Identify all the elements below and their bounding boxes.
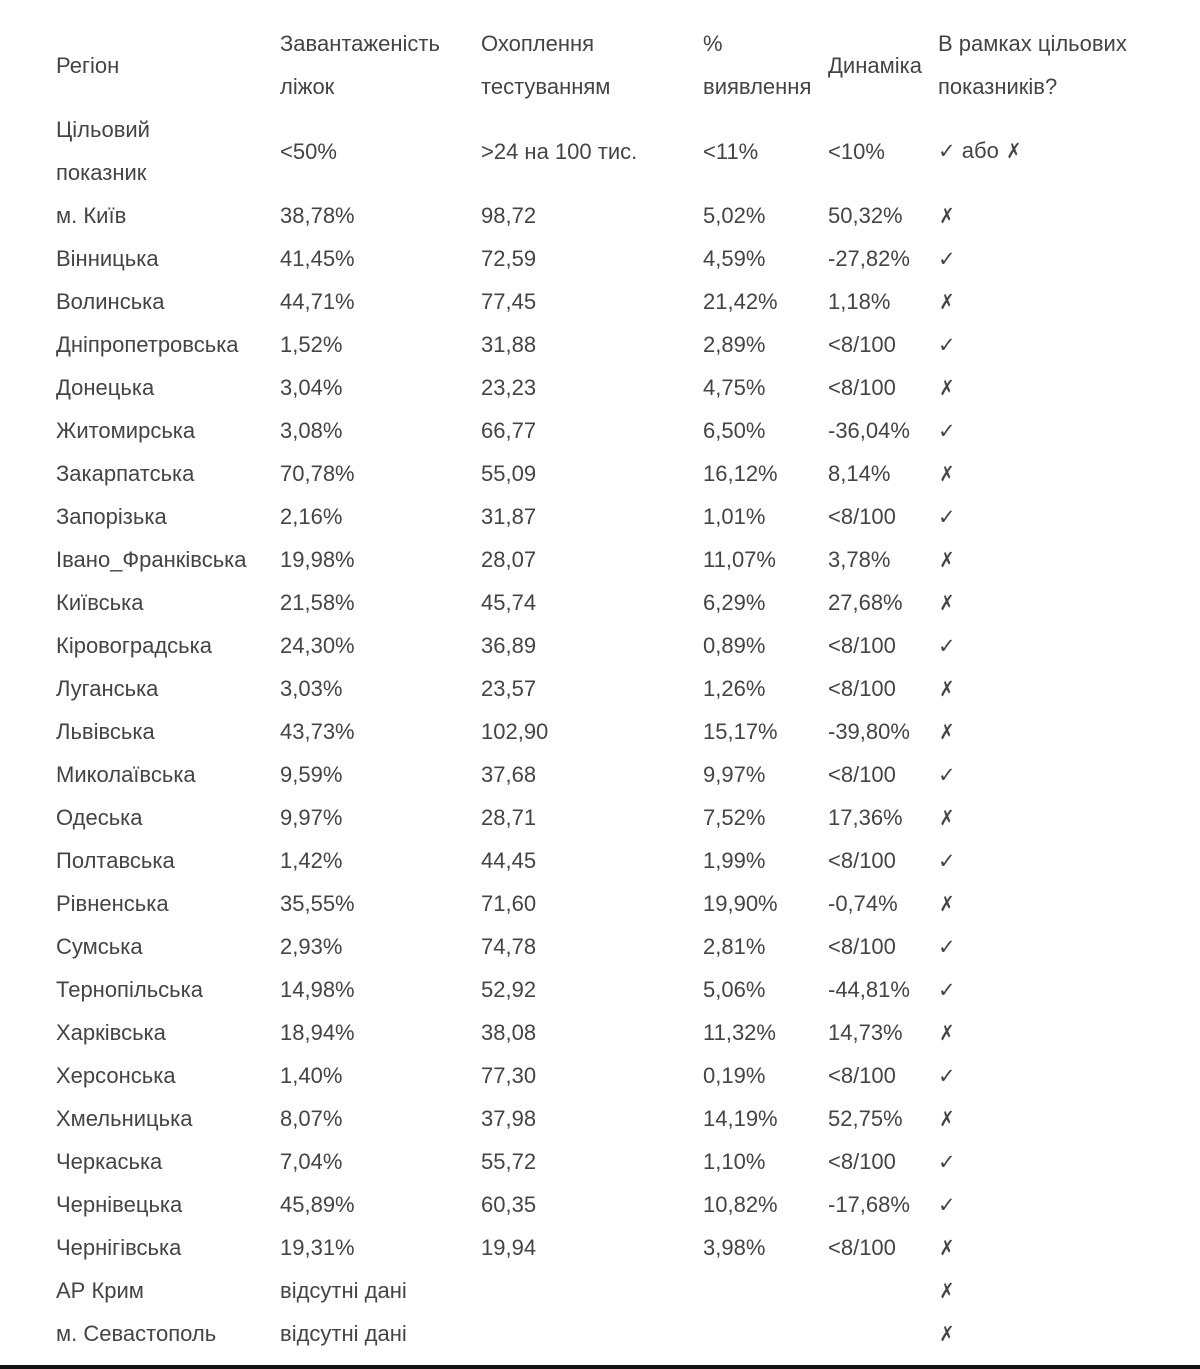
testing-coverage-cell: 55,09	[481, 461, 537, 486]
status-cell	[938, 538, 956, 582]
detection-rate-cell: 1,26%	[703, 676, 766, 701]
header-within-targets	[938, 22, 1127, 108]
detection-rate-cell: 2,89%	[703, 332, 766, 357]
status-cell	[938, 968, 956, 1012]
dynamics-cell: 17,36%	[828, 805, 903, 830]
dynamics-cell: <8/100	[828, 676, 896, 701]
cross-icon: ✗	[939, 1236, 955, 1260]
dynamics-cell: 14,73%	[828, 1020, 903, 1045]
dynamics-cell: -27,82%	[828, 246, 910, 271]
region-cell: Черкаська	[56, 1149, 163, 1174]
dynamics-cell: <8/100	[828, 633, 896, 658]
table-body	[56, 194, 1186, 1355]
region-cell: Херсонська	[56, 1063, 176, 1088]
bed-occupancy-cell: 9,59%	[280, 762, 343, 787]
table-row	[56, 452, 1186, 495]
bed-occupancy-cell: 21,58%	[280, 590, 355, 615]
detection-rate-cell: 11,32%	[703, 1020, 776, 1045]
region-cell: Рівненська	[56, 891, 169, 916]
bed-occupancy-cell: 35,55%	[280, 891, 355, 916]
check-icon: ✓	[938, 419, 956, 443]
cross-icon: ✗	[939, 806, 955, 830]
target-status	[938, 108, 1023, 194]
bed-occupancy-cell: 45,89%	[280, 1192, 355, 1217]
bed-occupancy-cell: 9,97%	[280, 805, 343, 830]
region-cell: Полтавська	[56, 848, 175, 873]
region-cell: Волинська	[56, 289, 165, 314]
dynamics-cell: -17,68%	[828, 1192, 910, 1217]
table-row	[56, 280, 1186, 323]
table-row	[56, 1011, 1186, 1054]
testing-coverage-cell: 66,77	[481, 418, 537, 443]
header-region	[56, 22, 119, 108]
testing-coverage-cell: 45,74	[481, 590, 537, 615]
dynamics-cell: <8/100	[828, 1149, 896, 1174]
cross-icon: ✗	[939, 376, 955, 400]
detection-rate-cell: 5,02%	[703, 203, 766, 228]
testing-coverage-cell: 37,98	[481, 1106, 537, 1131]
table-row	[56, 1097, 1186, 1140]
bed-occupancy-cell: 2,16%	[280, 504, 343, 529]
bed-occupancy-cell: відсутні дані	[280, 1321, 407, 1346]
status-cell	[938, 366, 956, 410]
dynamics-cell: 3,78%	[828, 547, 891, 572]
status-cell	[938, 839, 956, 883]
check-icon: ✓	[938, 247, 956, 271]
check-icon: ✓	[938, 1150, 956, 1174]
status-cell	[938, 753, 956, 797]
testing-coverage-cell: 36,89	[481, 633, 537, 658]
bed-occupancy-cell: 19,31%	[280, 1235, 355, 1260]
target-label-line2: показник	[56, 160, 147, 185]
cross-icon: ✗	[939, 1021, 955, 1045]
testing-coverage-cell: 28,07	[481, 547, 537, 572]
target-dynamics	[828, 108, 885, 194]
header-bed-occupancy-line1: Завантаженість	[280, 31, 440, 56]
testing-coverage-cell: 37,68	[481, 762, 537, 787]
region-cell: Чернівецька	[56, 1192, 183, 1217]
top-edge	[0, 0, 1200, 8]
table-row	[56, 968, 1186, 1011]
testing-coverage-cell: 31,88	[481, 332, 537, 357]
detection-rate-cell: 5,06%	[703, 977, 766, 1002]
region-cell: Харківська	[56, 1020, 166, 1045]
testing-coverage-cell: 72,59	[481, 246, 537, 271]
bottom-border	[0, 1365, 1200, 1369]
dynamics-cell: <8/100	[828, 1063, 896, 1088]
dynamics-cell: <8/100	[828, 934, 896, 959]
testing-coverage-cell: 98,72	[481, 203, 537, 228]
table-header	[56, 22, 1186, 108]
cross-icon: ✗	[939, 548, 955, 572]
dynamics-cell: -36,04%	[828, 418, 910, 443]
testing-coverage-cell: 23,57	[481, 676, 537, 701]
dynamics-cell: -44,81%	[828, 977, 910, 1002]
region-cell: Тернопільська	[56, 977, 203, 1002]
region-cell: Луганська	[56, 676, 159, 701]
status-cell	[938, 1226, 956, 1270]
check-icon: ✓	[938, 139, 956, 163]
target-label	[56, 108, 150, 194]
table-row	[56, 882, 1186, 925]
region-cell: Хмельницька	[56, 1106, 193, 1131]
header-testing-line2: тестуванням	[481, 74, 611, 99]
region-cell: Одеська	[56, 805, 143, 830]
region-cell: м. Київ	[56, 203, 127, 228]
dynamics-cell: <8/100	[828, 375, 896, 400]
status-cell	[938, 1140, 956, 1184]
cross-icon: ✗	[939, 1107, 955, 1131]
status-cell	[938, 323, 956, 367]
table-row	[56, 538, 1186, 581]
check-icon: ✓	[938, 935, 956, 959]
testing-coverage-cell: 23,23	[481, 375, 537, 400]
table-row	[56, 624, 1186, 667]
check-icon: ✓	[938, 849, 956, 873]
detection-rate-cell: 1,01%	[703, 504, 766, 529]
target-testing	[481, 108, 637, 194]
region-cell: АР Крим	[56, 1278, 144, 1303]
check-icon: ✓	[938, 1193, 956, 1217]
testing-coverage-cell: 44,45	[481, 848, 537, 873]
bed-occupancy-cell: відсутні дані	[280, 1278, 407, 1303]
target-beds-value: <50%	[280, 138, 337, 164]
cross-icon: ✗	[939, 720, 955, 744]
check-icon: ✓	[938, 505, 956, 529]
header-dynamics-label: Динаміка	[828, 52, 922, 78]
status-cell	[938, 1269, 956, 1313]
table-row	[56, 667, 1186, 710]
bed-occupancy-cell: 1,42%	[280, 848, 343, 873]
dynamics-cell: <8/100	[828, 762, 896, 787]
target-detection-value: <11%	[703, 138, 759, 164]
detection-rate-cell: 6,50%	[703, 418, 766, 443]
cross-icon: ✗	[939, 204, 955, 228]
bed-occupancy-cell: 1,40%	[280, 1063, 343, 1088]
header-detection-line1: %	[703, 31, 723, 56]
status-cell	[938, 624, 956, 668]
bed-occupancy-cell: 44,71%	[280, 289, 355, 314]
header-target-line2: показників?	[938, 74, 1058, 99]
header-bed-occupancy	[280, 22, 440, 108]
cross-icon: ✗	[939, 1279, 955, 1303]
region-cell: м. Севастополь	[56, 1321, 217, 1346]
header-detection-line2: виявлення	[703, 74, 812, 99]
dynamics-cell: <8/100	[828, 848, 896, 873]
check-icon: ✓	[938, 333, 956, 357]
table-row	[56, 194, 1186, 237]
bed-occupancy-cell: 19,98%	[280, 547, 355, 572]
detection-rate-cell: 16,12%	[703, 461, 778, 486]
target-detection	[703, 108, 758, 194]
target-status-or: або	[961, 138, 999, 163]
target-dynamics-value: <10%	[828, 138, 885, 164]
table-row	[56, 366, 1186, 409]
status-cell	[938, 1054, 956, 1098]
cross-icon: ✗	[939, 677, 955, 701]
target-indicator-row	[56, 108, 1186, 194]
dynamics-cell: -0,74%	[828, 891, 898, 916]
testing-coverage-cell: 74,78	[481, 934, 537, 959]
target-testing-value: >24 на 100 тис.	[481, 138, 638, 164]
status-cell	[938, 280, 956, 324]
dynamics-cell: <8/100	[828, 1235, 896, 1260]
bed-occupancy-cell: 38,78%	[280, 203, 355, 228]
detection-rate-cell: 4,75%	[703, 375, 766, 400]
cross-icon: ✗	[939, 1322, 955, 1346]
bed-occupancy-cell: 18,94%	[280, 1020, 355, 1045]
status-cell	[938, 495, 956, 539]
header-dynamics	[828, 22, 922, 108]
region-cell: Запорізька	[56, 504, 167, 529]
table-row	[56, 1140, 1186, 1183]
check-icon: ✓	[938, 978, 956, 1002]
status-cell	[938, 925, 956, 969]
region-cell: Вінницька	[56, 246, 159, 271]
dynamics-cell: <8/100	[828, 504, 896, 529]
bed-occupancy-cell: 41,45%	[280, 246, 355, 271]
testing-coverage-cell: 19,94	[481, 1235, 537, 1260]
bed-occupancy-cell: 70,78%	[280, 461, 355, 486]
detection-rate-cell: 1,99%	[703, 848, 766, 873]
header-testing-line1: Охоплення	[481, 31, 595, 56]
status-cell	[938, 237, 956, 281]
status-cell	[938, 882, 956, 926]
region-cell: Кіровоградська	[56, 633, 212, 658]
detection-rate-cell: 4,59%	[703, 246, 766, 271]
detection-rate-cell: 9,97%	[703, 762, 766, 787]
region-cell: Дніпропетровська	[56, 332, 239, 357]
region-cell: Донецька	[56, 375, 155, 400]
dynamics-cell: 8,14%	[828, 461, 891, 486]
bed-occupancy-cell: 43,73%	[280, 719, 355, 744]
target-label-line1: Цільовий	[56, 117, 150, 142]
detection-rate-cell: 7,52%	[703, 805, 766, 830]
region-cell: Чернігівська	[56, 1235, 182, 1260]
testing-coverage-cell: 52,92	[481, 977, 537, 1002]
cross-icon: ✗	[939, 892, 955, 916]
check-icon: ✓	[938, 634, 956, 658]
testing-coverage-cell: 31,87	[481, 504, 537, 529]
status-cell	[938, 1312, 956, 1356]
header-bed-occupancy-line2: ліжок	[280, 74, 335, 99]
testing-coverage-cell: 77,45	[481, 289, 537, 314]
bed-occupancy-cell: 8,07%	[280, 1106, 343, 1131]
header-region-label: Регіон	[56, 52, 120, 78]
status-cell	[938, 796, 956, 840]
check-icon: ✓	[938, 763, 956, 787]
detection-rate-cell: 10,82%	[703, 1192, 778, 1217]
bed-occupancy-cell: 3,08%	[280, 418, 343, 443]
check-icon: ✓	[938, 1064, 956, 1088]
testing-coverage-cell: 28,71	[481, 805, 537, 830]
table-row	[56, 1312, 1186, 1355]
cross-icon: ✗	[939, 591, 955, 615]
detection-rate-cell: 1,10%	[703, 1149, 766, 1174]
dynamics-cell: 1,18%	[828, 289, 891, 314]
table-row	[56, 753, 1186, 796]
status-cell	[938, 409, 956, 453]
detection-rate-cell: 19,90%	[703, 891, 778, 916]
bed-occupancy-cell: 24,30%	[280, 633, 355, 658]
region-cell: Київська	[56, 590, 144, 615]
bed-occupancy-cell: 7,04%	[280, 1149, 343, 1174]
table-row	[56, 1054, 1186, 1097]
status-cell	[938, 1097, 956, 1141]
dynamics-cell: 52,75%	[828, 1106, 903, 1131]
status-cell	[938, 1183, 956, 1227]
region-cell: Житомирська	[56, 418, 196, 443]
status-cell	[938, 1011, 956, 1055]
testing-coverage-cell: 55,72	[481, 1149, 537, 1174]
dynamics-cell: -39,80%	[828, 719, 910, 744]
table-row	[56, 839, 1186, 882]
status-cell	[938, 581, 956, 625]
dynamics-cell: <8/100	[828, 332, 896, 357]
status-cell	[938, 452, 956, 496]
region-cell: Львівська	[56, 719, 155, 744]
region-cell: Сумська	[56, 934, 143, 959]
region-cell: Миколаївська	[56, 762, 196, 787]
table-row	[56, 495, 1186, 538]
table-row	[56, 237, 1186, 280]
detection-rate-cell: 21,42%	[703, 289, 778, 314]
detection-rate-cell: 3,98%	[703, 1235, 766, 1260]
detection-rate-cell: 15,17%	[703, 719, 778, 744]
cross-icon: ✗	[939, 290, 955, 314]
detection-rate-cell: 0,89%	[703, 633, 766, 658]
table-row	[56, 409, 1186, 452]
dynamics-cell: 50,32%	[828, 203, 903, 228]
region-cell: Закарпатська	[56, 461, 195, 486]
table-row	[56, 710, 1186, 753]
table-row	[56, 925, 1186, 968]
detection-rate-cell: 14,19%	[703, 1106, 778, 1131]
table-row	[56, 796, 1186, 839]
testing-coverage-cell: 77,30	[481, 1063, 537, 1088]
testing-coverage-cell: 102,90	[481, 719, 549, 744]
detection-rate-cell: 6,29%	[703, 590, 766, 615]
dynamics-cell: 27,68%	[828, 590, 903, 615]
regions-table	[56, 22, 1186, 1355]
table-row	[56, 1226, 1186, 1269]
bed-occupancy-cell: 14,98%	[280, 977, 355, 1002]
header-testing-coverage	[481, 22, 610, 108]
detection-rate-cell: 11,07%	[703, 547, 776, 572]
cross-icon: ✗	[939, 462, 955, 486]
bed-occupancy-cell: 2,93%	[280, 934, 343, 959]
bed-occupancy-cell: 1,52%	[280, 332, 343, 357]
testing-coverage-cell: 38,08	[481, 1020, 537, 1045]
bed-occupancy-cell: 3,04%	[280, 375, 343, 400]
bed-occupancy-cell: 3,03%	[280, 676, 343, 701]
testing-coverage-cell: 60,35	[481, 1192, 537, 1217]
status-cell	[938, 194, 956, 238]
table-row	[56, 581, 1186, 624]
table-row	[56, 1269, 1186, 1312]
header-detection-rate	[703, 22, 811, 108]
status-cell	[938, 710, 956, 754]
detection-rate-cell: 2,81%	[703, 934, 766, 959]
table-row	[56, 323, 1186, 366]
target-beds	[280, 108, 337, 194]
status-cell	[938, 667, 956, 711]
table-row	[56, 1183, 1186, 1226]
region-cell: Івано_Франківська	[56, 547, 247, 572]
cross-icon: ✗	[1006, 139, 1022, 163]
header-target-line1: В рамках цільових	[938, 31, 1127, 56]
testing-coverage-cell: 71,60	[481, 891, 537, 916]
detection-rate-cell: 0,19%	[703, 1063, 766, 1088]
